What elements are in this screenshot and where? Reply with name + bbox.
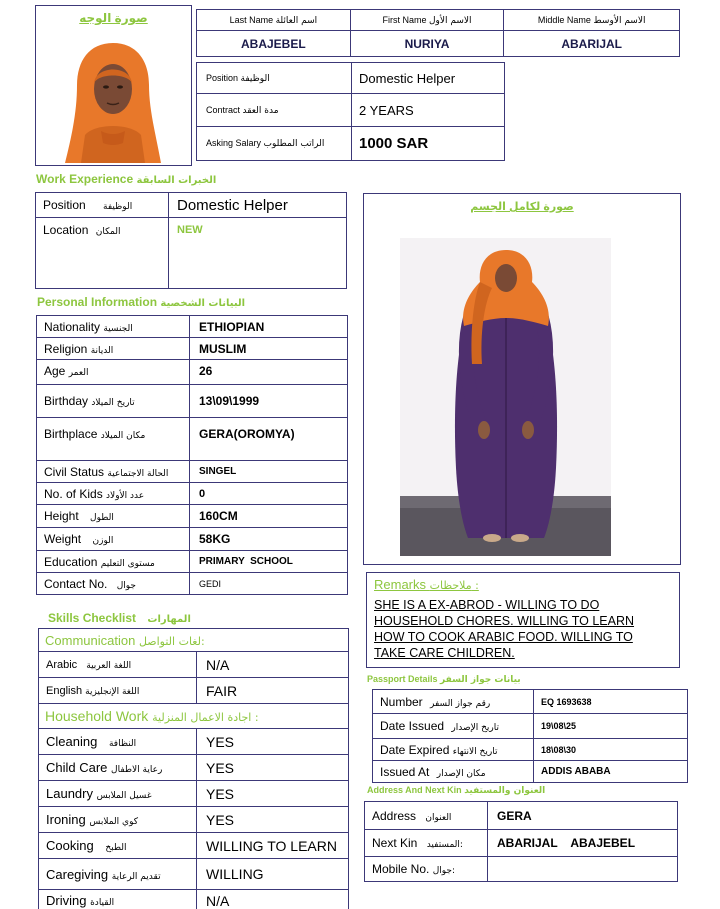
skill-value: YES — [197, 781, 349, 807]
salary-label: Asking Salary الراتب المطلوب — [197, 127, 352, 161]
skill-value: N/A — [197, 890, 349, 909]
skill-label: Cleaning النظافة — [39, 729, 197, 755]
passport-title: Passport Details بيانات جواز السفر — [367, 674, 521, 685]
position-value: Domestic Helper — [352, 63, 505, 94]
job-table — [196, 62, 505, 161]
skill-label: Caregiving تقديم الرعاية — [39, 859, 197, 890]
passport-value: 19\08\25 — [534, 714, 688, 739]
personal-label: Age العمر — [37, 360, 190, 385]
skill-value: YES — [197, 807, 349, 833]
personal-value: 26 — [190, 360, 348, 385]
last-name-value: ABAJEBEL — [197, 31, 351, 57]
remarks-box — [366, 572, 680, 668]
we-position-value: Domestic Helper — [169, 193, 347, 218]
salary-value: 1000 SAR — [352, 127, 505, 161]
face-photo-title: صورة الوجه — [79, 11, 148, 25]
personal-value: 13\09\1999 — [190, 385, 348, 418]
position-label: Position الوظيفة — [197, 63, 352, 94]
skill-label: Arabic اللغة العربية — [39, 652, 197, 678]
personal-value: ETHIOPIAN — [190, 316, 348, 338]
full-photo-box — [363, 193, 681, 565]
passport-value: 18\08\30 — [534, 739, 688, 761]
remarks-line: HOW TO COOK ARABIC FOOD. WILLING TO — [374, 630, 633, 644]
remarks-text — [374, 597, 634, 661]
passport-label: Issued At مكان الإصدار — [373, 761, 534, 783]
we-location-value: NEW — [169, 218, 347, 289]
skills-title: Skills Checklist المهارات — [48, 611, 191, 625]
mobile-value — [488, 857, 678, 882]
address-table — [364, 801, 678, 882]
passport-label: Date Issued تاريخ الإصدار — [373, 714, 534, 739]
address-title: Address And Next Kin العنوان والمستفيد — [367, 785, 546, 796]
personal-label: Nationality الجنسية — [37, 316, 190, 338]
skills-table — [38, 628, 349, 909]
names-table — [196, 9, 680, 57]
skill-label: Laundry غسيل الملابس — [39, 781, 197, 807]
remarks-line: TAKE CARE CHILDREN. — [374, 646, 515, 660]
personal-label: Birthplace مكان الميلاد — [37, 418, 190, 461]
last-name-label: Last Name اسم العائلة — [197, 10, 351, 31]
full-body-photo — [400, 238, 611, 556]
skill-label: English اللغة الإنجليزية — [39, 678, 197, 704]
passport-label: Number رقم جواز السفر — [373, 690, 534, 714]
personal-label: Religion الديانة — [37, 338, 190, 360]
personal-label: Height الطول — [37, 505, 190, 528]
personal-value: PRIMARY SCHOOL — [190, 551, 348, 573]
skill-value: WILLING — [197, 859, 349, 890]
skill-label: Cooking الطبخ — [39, 833, 197, 859]
contract-label: Contract مدة العقد — [197, 94, 352, 127]
middle-name-label: Middle Name الاسم الأوسط — [504, 10, 680, 31]
skill-label: Ironing كوي الملابس — [39, 807, 197, 833]
personal-label: No. of Kids عدد الأولاد — [37, 483, 190, 505]
first-name-value: NURIYA — [350, 31, 504, 57]
personal-value: SINGEL — [190, 461, 348, 483]
passport-label: Date Expired تاريخ الانتهاء — [373, 739, 534, 761]
personal-info-table — [36, 315, 348, 595]
passport-value: EQ 1693638 — [534, 690, 688, 714]
address-label: Address العنوان — [365, 802, 488, 830]
skill-value: WILLING TO LEARN — [197, 833, 349, 859]
contract-value: 2 YEARS — [352, 94, 505, 127]
skill-value: N/A — [197, 652, 349, 678]
personal-label: Contact No. جوال — [37, 573, 190, 595]
passport-value: ADDIS ABABA — [534, 761, 688, 783]
passport-table — [372, 689, 688, 783]
we-position-label: Position الوظيفة — [36, 193, 169, 218]
full-photo-title: صورة لكامل الجسم — [470, 201, 574, 213]
first-name-label: First Name الاسم الأول — [350, 10, 504, 31]
personal-label: Civil Status الحالة الاجتماعية — [37, 461, 190, 483]
face-photo-box — [35, 5, 192, 166]
skill-value: YES — [197, 729, 349, 755]
personal-info-title: Personal Information البيانات الشخصية — [37, 295, 246, 309]
we-location-label: Location المكان — [36, 218, 169, 289]
remarks-line: SHE IS A EX-ABROD - WILLING TO DO — [374, 598, 600, 612]
personal-value: 58KG — [190, 528, 348, 551]
personal-label: Birthday تاريخ الميلاد — [37, 385, 190, 418]
middle-name-value: ABARIJAL — [504, 31, 680, 57]
skill-value: FAIR — [197, 678, 349, 704]
personal-value: 160CM — [190, 505, 348, 528]
address-value: GERA — [488, 802, 678, 830]
work-experience-title: Work Experience الخبرات السابقة — [36, 172, 217, 186]
next-kin-value: ABARIJAL ABAJEBEL — [488, 830, 678, 857]
face-photo — [63, 39, 163, 163]
mobile-label: Mobile No. جوال: — [365, 857, 488, 882]
communication-header: Communication لغات التواصل: — [39, 629, 349, 652]
skill-label: Driving القيادة — [39, 890, 197, 909]
skill-value: YES — [197, 755, 349, 781]
household-header: Household Work اجادة الاعمال المنزلية : — [39, 704, 349, 729]
personal-value: GEDI — [190, 573, 348, 595]
personal-value: MUSLIM — [190, 338, 348, 360]
remarks-line: HOUSEHOLD CHORES. WILLING TO LEARN — [374, 614, 635, 628]
personal-label: Education مستوى التعليم — [37, 551, 190, 573]
next-kin-label: Next Kin المستفيد: — [365, 830, 488, 857]
personal-value: 0 — [190, 483, 348, 505]
skill-label: Child Care رعاية الاطفال — [39, 755, 197, 781]
remarks-title: Remarks ملاحظات : — [374, 577, 479, 592]
personal-label: Weight الوزن — [37, 528, 190, 551]
personal-value: GERA(OROMYA) — [190, 418, 348, 461]
work-experience-table — [35, 192, 347, 289]
